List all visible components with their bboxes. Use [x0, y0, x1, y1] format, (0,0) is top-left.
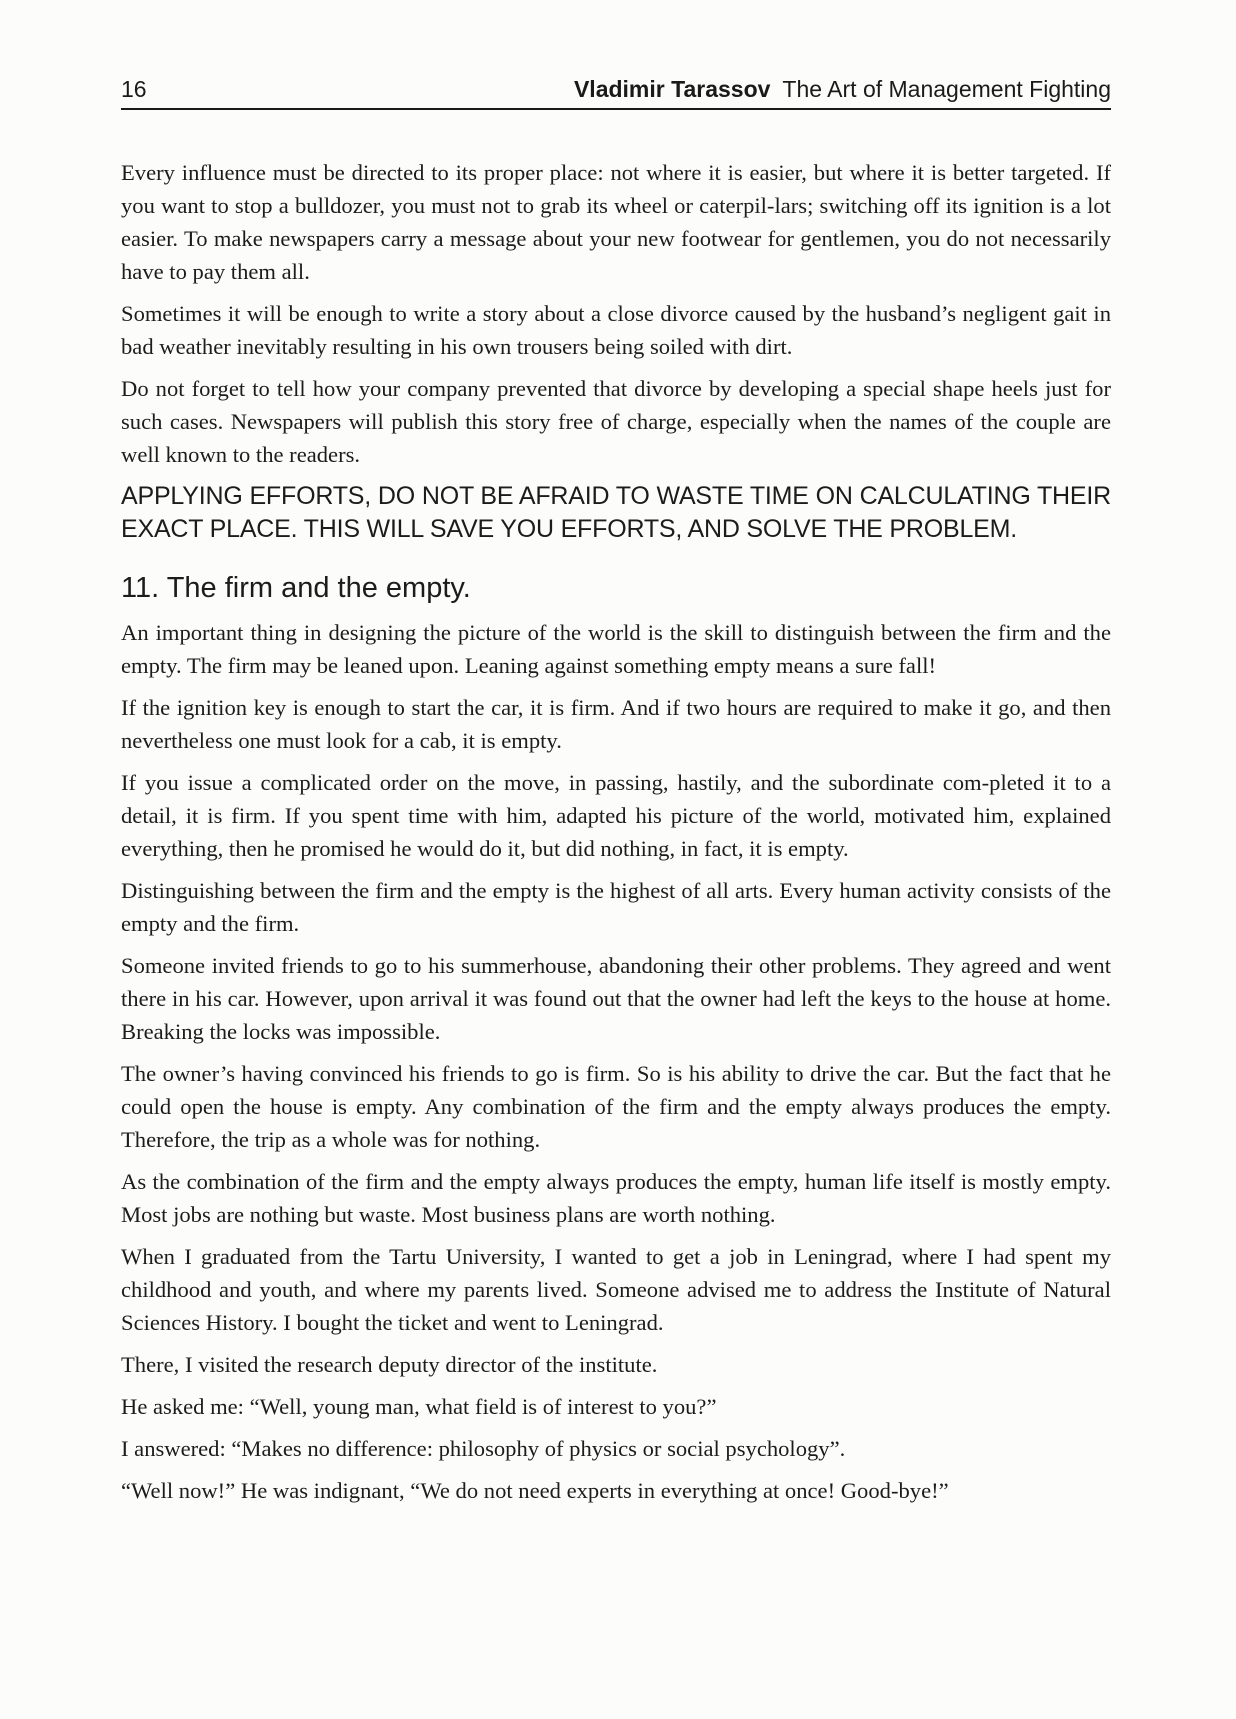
- running-head: [574, 76, 1111, 103]
- author-name: Vladimir Tarassov: [573, 76, 771, 102]
- paragraph: If you issue a complicated order on the move, in passing, hastily, and the subordinate com-pleted it to a detail, it is firm. If you spent time with him, adapted his picture of the world, motivated him, explained everything, then he promised he would do it, but did nothing, in fact, it is empty.: [121, 770, 1111, 861]
- paragraph: The owner’s having convinced his friends to go is firm. So is his ability to drive the car. But the fact that he could open the house is empty. Any combination of the firm and the empty always produces the empty. Therefore, the trip as a whole was for nothing.: [121, 1061, 1111, 1152]
- paragraph: If the ignition key is enough to start the car, it is firm. And if two hours are required to make it go, and then nevertheless one must look for a cab, it is empty.: [121, 695, 1111, 753]
- paragraph: “Well now!” He was indignant, “We do not need experts in everything at once! Good-bye!”: [121, 1478, 949, 1503]
- paragraph: Do not forget to tell how your company prevented that divorce by developing a special shape heels just for such cases. Newspapers will publish this story free of charge, especially when the names of the couple are well known to the readers.: [121, 376, 1111, 467]
- running-header: [121, 72, 1111, 110]
- paragraph: As the combination of the firm and the empty always produces the empty, human life itself is mostly empty. Most jobs are nothing but waste. Most business plans are worth nothing.: [121, 1169, 1111, 1227]
- paragraph: Every influence must be directed to its proper place: not where it is easier, but where it is better targeted. If you want to stop a bulldozer, you must not to grab its wheel or caterpil-lars; switching off its ignition is a lot easier. To make newspapers carry a message about your new footwear for gentlemen, you do not necessarily have to pay them all.: [121, 160, 1111, 284]
- rule-statement: APPLYING EFFORTS, DO NOT BE AFRAID TO WASTE TIME ON CALCULATING THEIR EXACT PLACE. THIS WILL SAVE YOU EFFORTS, AND SOLVE THE PROBLEM.: [121, 482, 1111, 543]
- paragraph: An important thing in designing the picture of the world is the skill to distinguish between the firm and the empty. The firm may be leaned upon. Leaning against something empty means a sure fall!: [121, 620, 1111, 678]
- section-title: 11. The firm and the empty.: [121, 572, 471, 604]
- paragraph: Distinguishing between the firm and the empty is the highest of all arts. Every human activity consists of the empty and the firm.: [121, 878, 1111, 936]
- page-number: 16: [121, 76, 147, 102]
- paragraph: He asked me: “Well, young man, what field is of interest to you?”: [121, 1394, 717, 1419]
- paragraph: I answered: “Makes no difference: philosophy of physics or social psychology”.: [121, 1436, 846, 1461]
- page-body: [121, 156, 1111, 1516]
- paragraph: When I graduated from the Tartu University, I wanted to get a job in Leningrad, where I had spent my childhood and youth, and where my parents lived. Someone advised me to address the Institute of Natural Sciences History. I bought the ticket and went to Leningrad.: [121, 1244, 1111, 1335]
- paragraph: Sometimes it will be enough to write a story about a close divorce caused by the husband’s negligent gait in bad weather inevitably resulting in his own trousers being soiled with dirt.: [121, 301, 1111, 359]
- book-title: The Art of Management Fighting: [782, 76, 1111, 102]
- paragraph: There, I visited the research deputy director of the institute.: [121, 1352, 658, 1377]
- paragraph: Someone invited friends to go to his summerhouse, abandoning their other problems. They agreed and went there in his car. However, upon arrival it was found out that the owner had left the keys to the house at home. Breaking the locks was impossible.: [121, 953, 1111, 1044]
